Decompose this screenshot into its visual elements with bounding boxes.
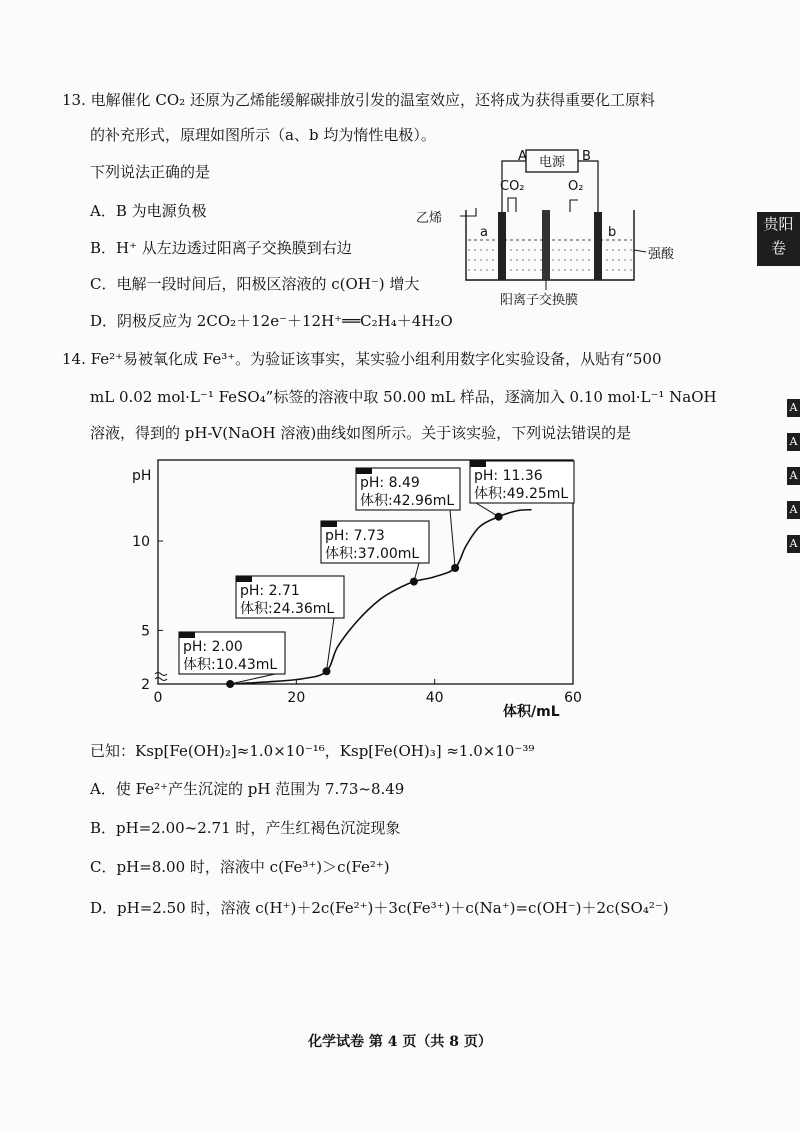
x-axis-label: 体积/mL [503, 704, 560, 720]
side-letter-3: A [787, 467, 800, 485]
q14-stem-line1: 14. Fe²⁺易被氧化成 Fe³⁺。为验证该事实，某实验小组利用数字化实验设备，从贴有“500 [62, 350, 662, 368]
terminal-b-label: B [582, 149, 591, 164]
terminal-a-label: A [518, 149, 527, 164]
callout-ph-label: pH: 7.73 [325, 528, 385, 544]
q14-stem-line2: mL 0.02 mol·L⁻¹ FeSO₄”标签的溶液中取 50.00 mL 样品，逐滴加入 0.10 mol·L⁻¹ NaOH [90, 388, 717, 406]
q13-stem-line2: 的补充形式，原理如图所示（a、b 均为惰性电极）。 [90, 126, 436, 144]
electrode-b-label: b [608, 225, 617, 240]
x-tick-label-40: 40 [425, 690, 444, 706]
data-point [322, 667, 330, 675]
data-callout-5 [470, 461, 574, 521]
x-tick-label-20: 20 [287, 690, 306, 706]
co2-label: CO₂ [500, 179, 525, 194]
strong-acid-label: 强酸 [648, 247, 675, 262]
electrode-a-label: a [480, 225, 488, 240]
callout-leader [450, 510, 455, 568]
y-tick-label-10: 10 [132, 534, 150, 550]
side-letter-1: A [787, 399, 800, 417]
q13-option-b: B．H⁺ 从左边透过阳离子交换膜到右边 [90, 239, 352, 257]
callout-leader [326, 618, 334, 671]
callout-volume-label: 体积:37.00mL [325, 546, 420, 562]
y-axis-label: pH [132, 468, 152, 484]
callout-volume-label: 体积:24.36mL [240, 601, 335, 617]
callout-ph-label: pH: 11.36 [474, 468, 543, 484]
callout-tab [179, 632, 195, 638]
q14-option-d: D．pH=2.50 时，溶液 c(H⁺)＋2c(Fe²⁺)＋3c(Fe³⁺)＋c(Na⁺)=c(OH⁻)＋2c(SO₄²⁻) [90, 899, 669, 917]
callout-ph-label: pH: 2.71 [240, 583, 300, 599]
data-callout-1 [179, 632, 285, 688]
side-letter-2: A [787, 433, 800, 451]
side-letter-5: A [787, 535, 800, 553]
callout-tab [321, 521, 337, 527]
data-point [451, 564, 459, 572]
callout-tab [470, 461, 486, 467]
data-point [226, 680, 234, 688]
callout-volume-label: 体积:10.43mL [183, 657, 278, 673]
q14-option-b: B．pH=2.00~2.71 时，产生红褐色沉淀现象 [90, 819, 401, 837]
q13-option-c: C．电解一段时间后，阳极区溶液的 c(OH⁻) 增大 [90, 275, 420, 293]
q14-option-c: C．pH=8.00 时，溶液中 c(Fe³⁺)＞c(Fe²⁺) [90, 858, 390, 876]
callout-volume-label: 体积:49.25mL [474, 486, 569, 502]
x-tick-label-60: 60 [564, 690, 582, 706]
callout-volume-label: 体积:42.96mL [360, 493, 455, 509]
q13-stem-line1: 13. 电解催化 CO₂ 还原为乙烯能缓解碳排放引发的温室效应，还将成为获得重要化工原料 [62, 91, 655, 109]
side-letter-4: A [787, 501, 800, 519]
q14-stem-line3: 溶液，得到的 pH-V(NaOH 溶液)曲线如图所示。关于该实验，下列说法错误的是 [90, 424, 632, 442]
y-tick-label-5: 5 [141, 623, 150, 640]
power-supply-label: 电源 [538, 155, 566, 170]
membrane-label: 阳离子交换膜 [500, 293, 579, 308]
callout-ph-label: pH: 2.00 [183, 639, 243, 655]
y-tick-label-2: 2 [141, 677, 150, 693]
q14-option-a: A．使 Fe²⁺产生沉淀的 pH 范围为 7.73~8.49 [90, 780, 405, 798]
axis-break-mark [155, 673, 167, 681]
page-footer: 化学试卷 第 4 页（共 8 页） [308, 1034, 492, 1050]
callout-ph-label: pH: 8.49 [360, 475, 420, 491]
q13-option-a: A．B 为电源负极 [90, 202, 207, 220]
data-point [495, 513, 503, 521]
data-point [410, 578, 418, 586]
q13-prompt: 下列说法正确的是 [90, 163, 211, 181]
callout-tab [236, 576, 252, 582]
callout-tab [356, 468, 372, 474]
q13-option-d: D．阴极反应为 2CO₂＋12e⁻＋12H⁺══C₂H₄＋4H₂O [90, 312, 453, 330]
x-tick-label-0: 0 [153, 690, 163, 706]
ethylene-label: 乙烯 [416, 211, 443, 226]
region-tab: 贵阳卷 [757, 212, 800, 266]
q14-known-ksp: 已知：Ksp[Fe(OH)₂]≈1.0×10⁻¹⁶，Ksp[Fe(OH)₃] ≈1.0×10⁻³⁹ [90, 742, 535, 760]
o2-label: O₂ [568, 179, 584, 194]
